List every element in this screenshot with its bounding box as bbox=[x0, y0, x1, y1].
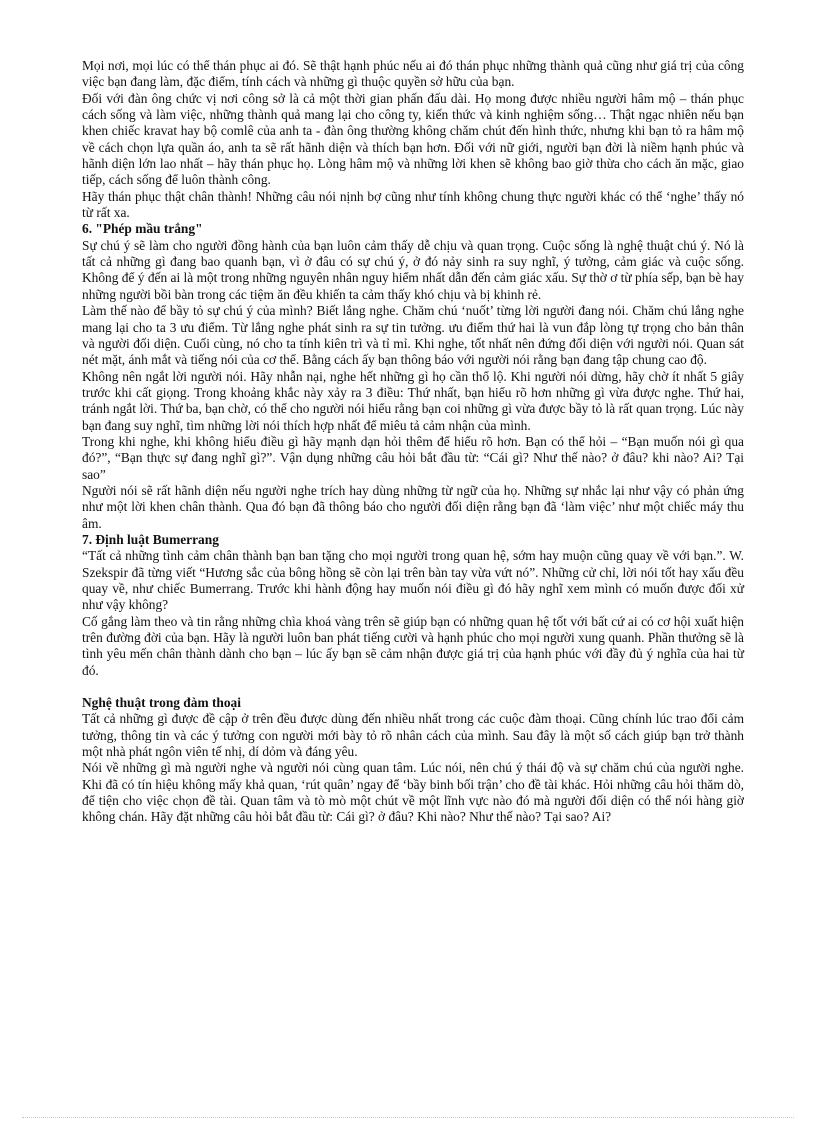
paragraph: Tất cả những gì được đề cập ở trên đều được dùng đến nhiều nhất trong các cuộc đàm thoại. Cũng chính lúc trao đổi cảm tưởng, thông tin và các ý tưởng con người mới bày tỏ rõ nhân cách của mình. Sau đây là một số cách giúp bạn trở thành một nhà phát ngôn viên tế nhị, dí dỏm và đáng yêu. bbox=[82, 711, 744, 760]
paragraph: Nói về những gì mà người nghe và người nói cùng quan tâm. Lúc nói, nên chú ý thái độ và sự chăm chú của người nghe. Khi đã có tín hiệu không mấy khả quan, ‘rút quân’ ngay để ‘bầy binh bối trận’ cho đề tài khác. Hỏi những câu hỏi thăm dò, để tiện cho việc chọn đề tài. Quan tâm và tò mò một chút về một lĩnh vực nào đó mà người đối diện có thể nói hàng giờ không chán. Hãy đặt những câu hỏi bắt đầu từ: Cái gì? ở đâu? Khi nào? Như thế nào? Tại sao? Ai? bbox=[82, 760, 744, 825]
paragraph: Đối với đàn ông chức vị nơi công sở là cả một thời gian phấn đấu dài. Họ mong được nhiều người hâm mộ – thán phục cách sống và làm việc, những thành quả mang lại cho công ty, kiến thức và kinh nghiệm sống… Thật ngạc nhiên nếu bạn khen chiếc kravat hay bộ comlê của anh ta - đàn ông thường không chăm chút đến hình thức, nhưng khi bạn tỏ ra hâm mộ về cách chọn lựa quần áo, anh ta sẽ rất hãnh diện và thích bạn hơn. Đối với nữ giới, người bạn đời là niềm hạnh phúc và hãnh diện lớn lao nhất – hãy thán phục họ. Lòng hâm mộ và những lời khen sẽ không bao giờ thừa cho cách ăn mặc, giao tiếp, cách sống để luôn thành công. bbox=[82, 90, 744, 188]
paragraph: Sự chú ý sẽ làm cho người đồng hành của bạn luôn cảm thấy dễ chịu và quan trọng. Cuộc sống là nghệ thuật chú ý. Nó là tất cả những gì đang bao quanh bạn, vì ở đâu có sự chú ý, ở đó nảy sinh ra suy nghĩ, ý tưởng, cảm giác và cuộc sống. Không để ý đến ai là một trong những nguyên nhân nguy hiểm nhất dẫn đến cảm giác xấu. Sự thờ ơ từ phía sếp, bạn bè hay những người bồi bàn trong các tiệm ăn đều khiến ta cảm thấy khó chịu và bị khinh rẻ. bbox=[82, 237, 744, 302]
document-body bbox=[82, 58, 744, 826]
blank-line bbox=[82, 679, 744, 695]
paragraph: Người nói sẽ rất hãnh diện nếu người nghe trích hay dùng những từ ngữ của họ. Những sự nhắc lại như vậy có phản ứng như một lời khen chân thành. Qua đó bạn đã thông báo cho người đối diện rằng bạn đã ‘làm việc’ như một chiếc máy thu âm. bbox=[82, 482, 744, 531]
paragraph: Hãy thán phục thật chân thành! Những câu nói nịnh bợ cũng như tính không chung thực người khác có thể ‘nghe’ thấy nó từ rất xa. bbox=[82, 188, 744, 221]
paragraph: Không nên ngắt lời người nói. Hãy nhẫn nại, nghe hết những gì họ cần thổ lộ. Khi người nói dừng, hãy chờ ít nhất 5 giây trước khi cất giọng. Trong khoảng khắc này xảy ra 3 điều: Thứ nhất, bạn hiểu rõ hơn những gì vừa được nghe. Thứ hai, tránh ngắt lời. Thứ ba, bạn chờ, có thể cho người nói hiểu rằng bạn coi những gì vừa được bầy tỏ là rất quan trọng. Lúc này bạn đang suy nghĩ, tìm những lời nói thích hợp nhất để miêu tả cảm nhận của mình. bbox=[82, 368, 744, 433]
page-bottom-divider bbox=[22, 1117, 794, 1118]
section-heading-7: 7. Định luật Bumerrang bbox=[82, 531, 219, 547]
paragraph: Mọi nơi, mọi lúc có thể thán phục ai đó. Sẽ thật hạnh phúc nếu ai đó thán phục những thành quả cũng như giá trị của công việc bạn đang làm, đặc điểm, tính cách và những gì thuộc quyền sở hữu của bạn. bbox=[82, 58, 744, 90]
paragraph: “Tất cả những tình cảm chân thành bạn ban tặng cho mọi người trong quan hệ, sớm hay muộn cũng quay về với bạn.”. W. Szekspir đã từng viết “Hương sắc của bông hồng sẽ còn lại trên bàn tay vừa vứt nó”. Những cử chỉ, lời nói tốt hay xấu đều quay về, như chiếc Bumerrang. Trước khi hành động hay muốn nói điều gì đó hãy nghĩ xem mình có muốn được đối xử như vậy không? bbox=[82, 548, 744, 613]
section-heading-conversation: Nghệ thuật trong đàm thoại bbox=[82, 695, 241, 711]
paragraph: Cố gắng làm theo và tin rằng những chìa khoá vàng trên sẽ giúp bạn có những quan hệ tốt với bất cứ ai có cơ hội xuất hiện trên đường đời của bạn. Hãy là người luôn ban phát tiếng cười và hạnh phúc cho mọi người xung quanh. Phần thưởng sẽ là tình yêu mến chân thành dành cho bạn – lúc ấy bạn sẽ cảm nhận được giá trị của hạnh phúc với đầy đủ ý nghĩa của hai từ đó. bbox=[82, 613, 744, 678]
paragraph: Trong khi nghe, khi không hiểu điều gì hãy mạnh dạn hỏi thêm để hiểu rõ hơn. Bạn có thể hỏi – “Bạn muốn nói gì qua đó?”, “Bạn thực sự đang nghĩ gì?”. Vận dụng những câu hỏi bắt đầu từ: “Cái gì? Như thế nào? ở đâu? khi nào? Ai? Tại sao” bbox=[82, 433, 744, 482]
paragraph: Làm thế nào để bầy tỏ sự chú ý của mình? Biết lắng nghe. Chăm chú ‘nuốt’ từng lời người đang nói. Chăm chú lắng nghe mang lại cho ta 3 ưu điểm. Từ lắng nghe phát sinh ra sự tin tưởng. ưu điểm thứ hai là vun đắp lòng tự trọng cho bản thân và người đối diện. Cuối cùng, nó cho ta tính kiên trì và tỉ mỉ. Khi nghe, tốt nhất nên đứng đối diện với người nói. Quan sát nét mặt, ánh mắt và tiếng nói của cơ thể. Bằng cách ấy bạn thông báo với người nói rằng bạn đang tập chung cao độ. bbox=[82, 303, 744, 368]
section-heading-6: 6. "Phép mầu trắng" bbox=[82, 221, 203, 237]
